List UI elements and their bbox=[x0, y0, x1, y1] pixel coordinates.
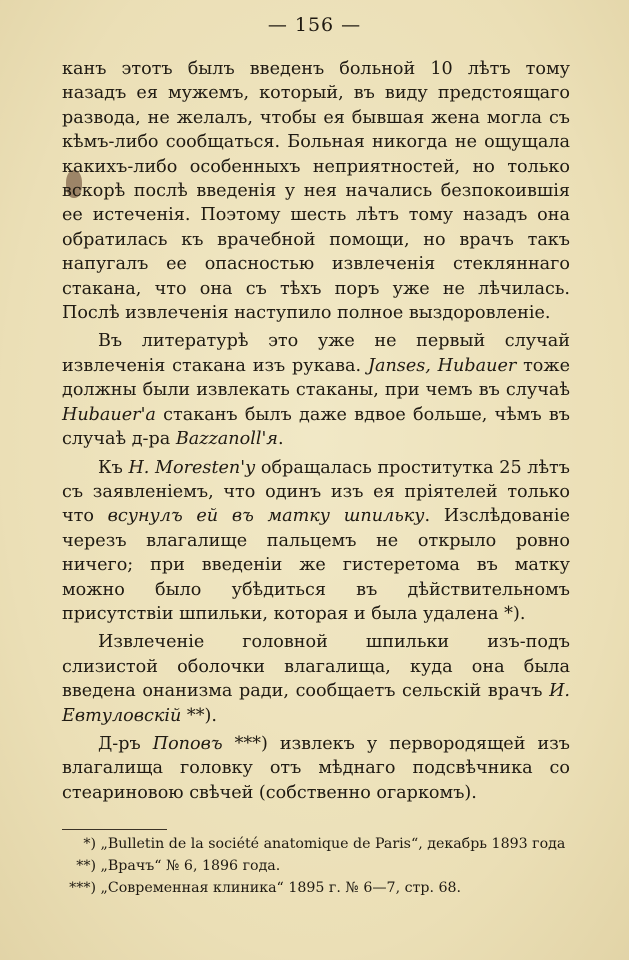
body-text bbox=[62, 57, 570, 809]
italic-text: Janses, Hubauer bbox=[367, 355, 517, 376]
footnote bbox=[62, 833, 582, 855]
text-run: . Изслѣдованіе черезъ влагалище пальцемъ не открыло ровно ничего; при введеніи же гистеретома въ матку можно было убѣдиться въ дѣйствительномъ присутствіи шпильки, которая и была удалена *). bbox=[62, 506, 570, 624]
text-run: Извлеченіе головной шпильки изъ-подъ слизистой оболочки влагалища, куда она была введена онанизма ради, сообщаетъ сельскій врачъ bbox=[62, 632, 570, 702]
text-run: стаканъ былъ даже вдвое больше, чѣмъ въ случаѣ д-ра bbox=[62, 404, 570, 450]
footnote-divider bbox=[62, 829, 167, 830]
text-run: канъ этотъ былъ введенъ больной 10 лѣтъ тому назадъ ея мужемъ, который, въ виду предстоящаго развода, не желалъ, чтобы ея бывшая жена могла съ кѣмъ-либо сообщаться. Больная никогда не ощущала какихъ-либо особенныхъ неприятностей, но только вскорѣ послѣ введенія у нея начались безпокоившія ее истеченія. Поэтому шесть лѣтъ тому назадъ она обратилась къ врачебной помощи, но врачъ такъ напугалъ ее опасностью извлеченія стекляннаго стакана, что она съ тѣхъ поръ уже не лѣчилась. Послѣ извлеченія наступило полное выздоровленіе. bbox=[62, 59, 570, 324]
text-run: тоже должны были извлекать стаканы, при чемъ въ случаѣ bbox=[62, 355, 570, 401]
text-run: обращалась проститутка 25 лѣтъ съ заявленіемъ, что одинъ изъ ея пріятелей только что bbox=[62, 457, 570, 527]
text-run: . bbox=[277, 429, 284, 450]
footnote bbox=[62, 855, 582, 877]
italic-text: всунулъ ей въ матку шпильку bbox=[107, 506, 425, 527]
italic-text: И. Евтуловскій bbox=[62, 681, 570, 726]
footnote-mark: *) bbox=[83, 836, 96, 852]
text-run: Д-ръ bbox=[98, 733, 153, 754]
page-number: — 156 — bbox=[267, 14, 362, 36]
footnote-mark: **) bbox=[76, 858, 96, 874]
footnote bbox=[62, 877, 582, 899]
paragraph bbox=[62, 329, 570, 451]
footnote-mark: ***) bbox=[69, 880, 96, 896]
footnote-text: „Врачъ“ № 6, 1896 года. bbox=[96, 858, 281, 874]
italic-text: Bazzanoll'я bbox=[175, 429, 278, 450]
footnote-text: „Современная клиника“ 1895 г. № 6—7, стр. 68. bbox=[96, 880, 462, 896]
footnote-text: „Bulletin de la société anatomique de Paris“, декабрь 1893 года bbox=[96, 836, 566, 852]
text-run: **). bbox=[181, 705, 217, 726]
paragraph bbox=[62, 57, 570, 325]
text-run: Къ bbox=[98, 457, 129, 478]
paragraph bbox=[62, 456, 570, 627]
text-run: ***) извлекъ у первородящей изъ влагалища головку отъ мѣднаго подсвѣчника со стеариновою свѣчей (собственно огаркомъ). bbox=[62, 733, 570, 803]
paragraph bbox=[62, 630, 570, 728]
paragraph bbox=[62, 732, 570, 805]
italic-text: H. Moresten'у bbox=[128, 457, 256, 478]
italic-text: Hubauer'а bbox=[62, 404, 156, 425]
italic-text: Поповъ bbox=[152, 733, 223, 754]
footnotes bbox=[62, 833, 582, 899]
text-run: Въ литературѣ это уже не первый случай извлеченія стакана изъ рукава. bbox=[62, 331, 570, 376]
